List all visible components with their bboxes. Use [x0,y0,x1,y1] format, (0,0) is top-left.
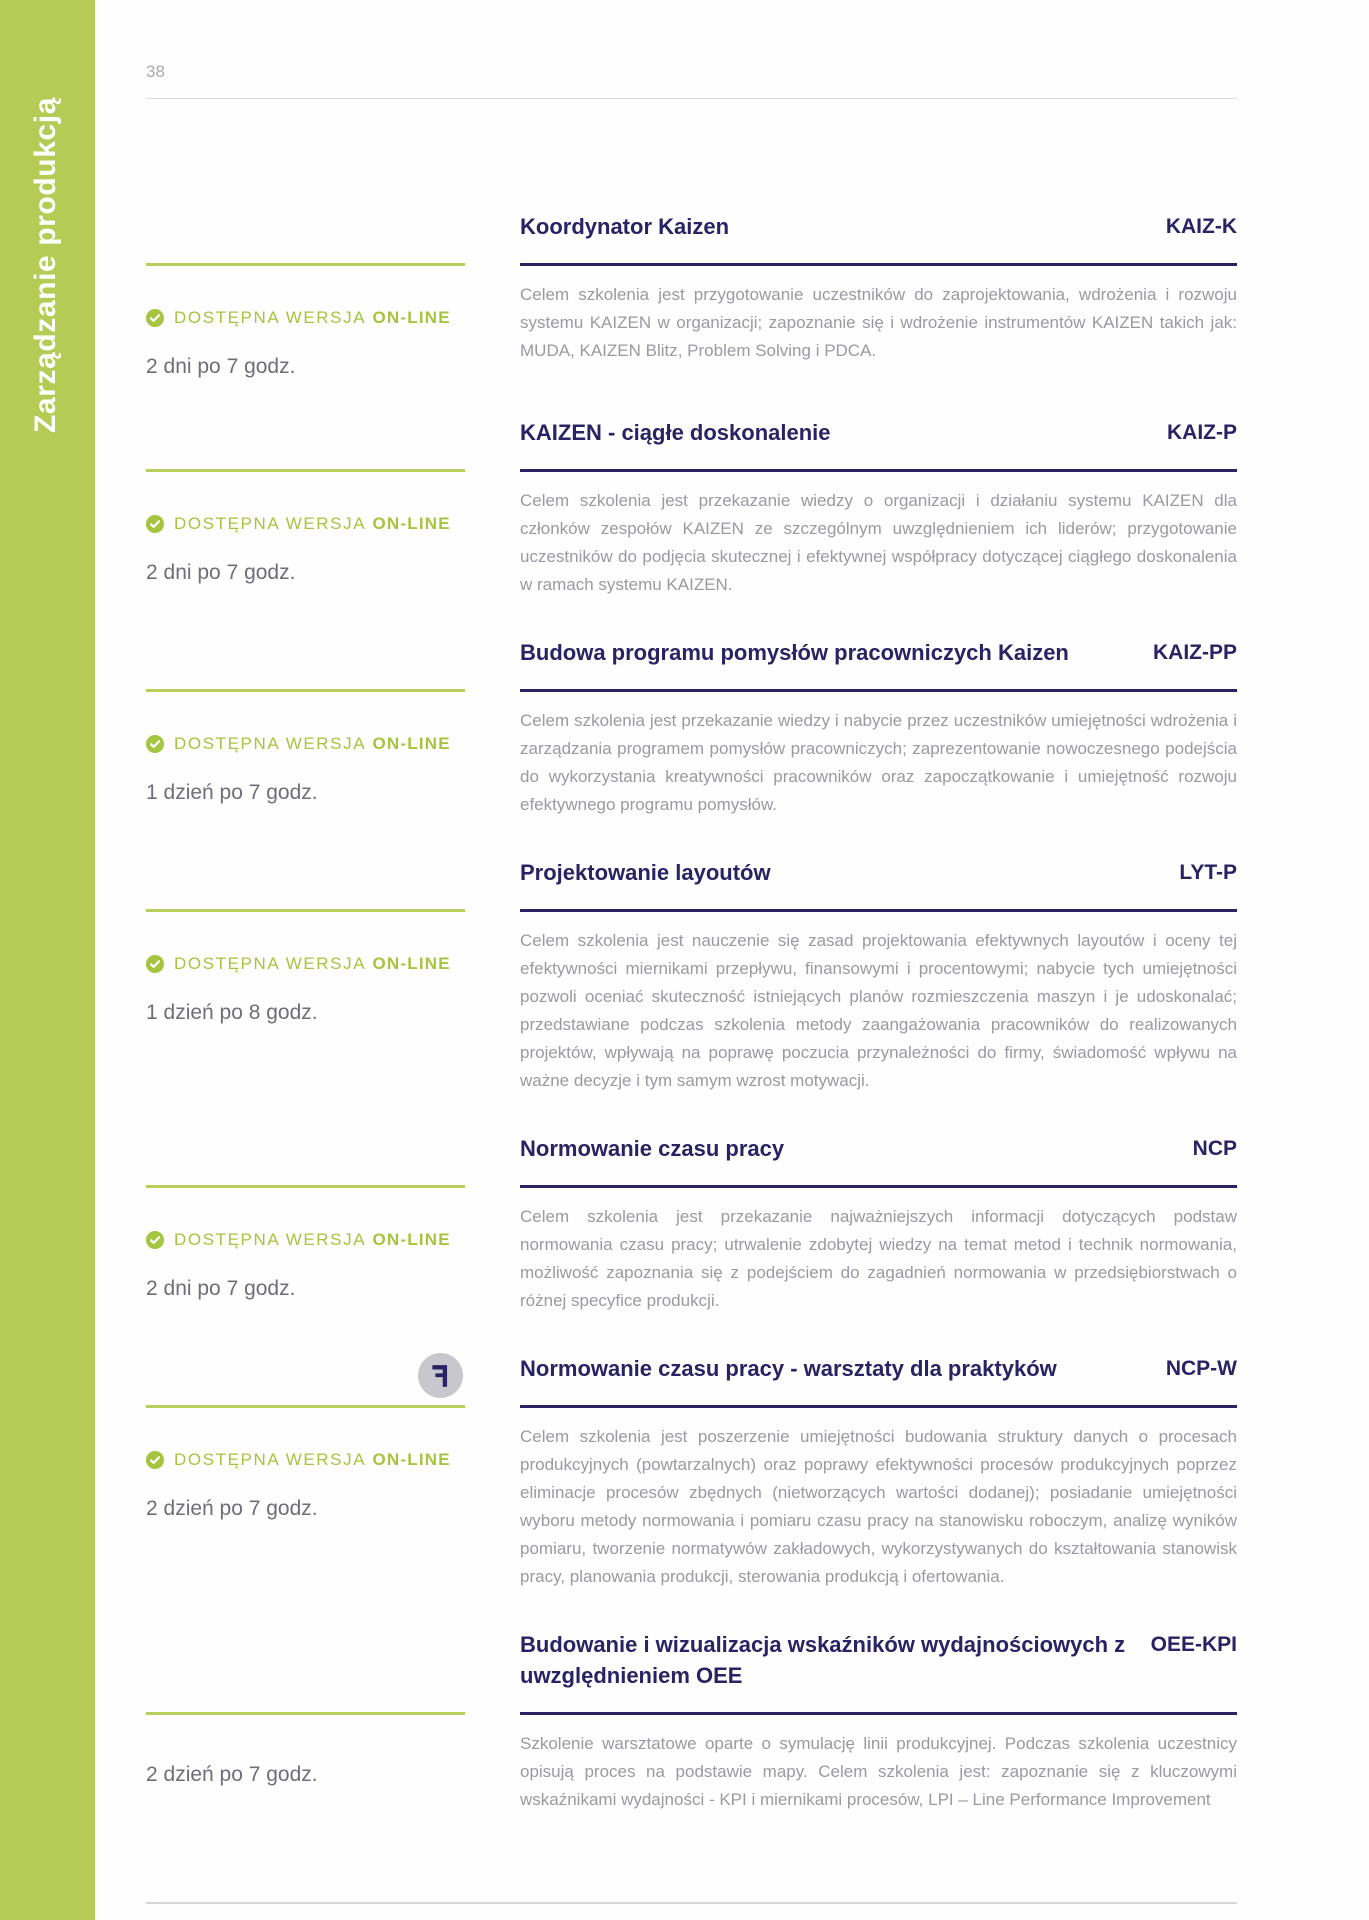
check-circle-icon [146,735,164,753]
course-meta [146,1712,465,1814]
course-description: Celem szkolenia jest nauczenie się zasad projektowania efektywnych layoutów i oceny tej efektywności miernikami przepływu, finansowymi i procentowymi; nabycie tych umiejętności pozwoli oceniać skuteczność istniejących planów rozmieszczenia maszyn i je udoskonalać; przedstawiane podczas szkolenia metody zaangażowania pracowników do realizowanych projektów, wpływają na poprawę poczucia przynależności do firmy, świadomość wpływu na ważne decyzje i tym samym wzrost motywacji. [520,931,1237,1090]
online-label: ON-LINE [372,1230,451,1249]
course-code: NCP-W [1165,1357,1237,1380]
course-title: Koordynator Kaizen [520,214,730,239]
course-body [520,909,1237,1095]
course-code: OEE-KPI [1150,1633,1237,1656]
course-body [520,1185,1237,1315]
check-circle-icon [146,1451,164,1469]
course-sections [146,211,1237,1814]
course-section [146,211,1237,379]
availability-rule [146,909,465,912]
course-body [520,689,1237,819]
course-section [146,637,1237,819]
availability-rule [146,1185,465,1188]
online-badge-label [174,308,451,328]
available-version-label: DOSTĘPNA WERSJA [174,734,367,753]
course-meta [146,689,465,819]
online-badge-label [174,954,451,974]
online-badge [146,514,465,534]
availability-rule [146,1405,465,1408]
course-code: NCP [1192,1137,1237,1160]
online-badge [146,734,465,754]
online-label: ON-LINE [372,954,451,973]
online-label: ON-LINE [372,514,451,533]
check-circle-icon [146,1231,164,1249]
title-underline [520,909,1237,912]
course-meta [146,1405,465,1591]
course-section [146,1629,1237,1814]
footer-divider [146,1902,1237,1904]
online-badge [146,308,465,328]
course-title: Budowanie i wizualizacja wskaźników wydajnościowych z uwzględnieniem OEE [520,1632,1126,1688]
online-badge [146,1230,465,1250]
course-code: LYT-P [1179,861,1237,884]
course-meta [146,1185,465,1315]
course-code: KAIZ-P [1167,421,1237,444]
course-duration: 2 dzień po 7 godz. [146,1763,318,1786]
course-title: Projektowanie layoutów [520,860,771,885]
available-version-label: DOSTĘPNA WERSJA [174,954,367,973]
available-version-label: DOSTĘPNA WERSJA [174,1450,367,1469]
online-badge-label [174,1230,451,1250]
course-section [146,417,1237,599]
course-title: KAIZEN - ciągłe doskonalenie [520,420,831,445]
availability-rule [146,689,465,692]
course-title: Normowanie czasu pracy [520,1136,785,1161]
available-version-label: DOSTĘPNA WERSJA [174,514,367,533]
course-duration: 2 dzień po 7 godz. [146,1497,318,1520]
check-circle-icon [146,955,164,973]
availability-rule [146,1712,465,1715]
course-title-row [520,417,1237,448]
course-body [520,1405,1237,1591]
online-label: ON-LINE [372,1450,451,1469]
course-meta [146,909,465,1095]
category-label: Zarządzanie produkcją [29,96,62,433]
course-description: Celem szkolenia jest poszerzenie umiejętności budowania struktury danych o procesach produkcyjnych (powtarzalnych) oraz poprawy efektywności procesów produkcyjnych poprzez eliminacje procesów zbędnych (nietworzących wartości dodanej); posiadanie umiejętności wyboru metody normowania i pomiaru czasu pracy na stanowisku roboczym, analizę wyników pomiaru, tworzenie normatywów zakładowych, wykorzystywanych do kształtowania stanowisk pracy, planowania produkcji, sterowania produkcją i ofertowania. [520,1427,1237,1586]
online-badge-label [174,1450,451,1470]
online-badge-label [174,514,451,534]
page-number: 38 [146,62,165,81]
course-code: KAIZ-K [1165,215,1237,238]
course-duration: 2 dni po 7 godz. [146,1277,296,1300]
course-title-row [520,1133,1237,1164]
course-section [146,857,1237,1095]
course-title: Budowa programu pomysłów pracowniczych Kaizen [520,640,1069,665]
course-section [146,1353,1237,1591]
title-underline [520,1185,1237,1188]
course-description: Celem szkolenia jest przygotowanie uczestników do zaprojektowania, wdrożenia i rozwoju systemu KAIZEN w organizacji; zapoznanie się i wdrożenie instrumentów KAIZEN takich jak: MUDA, KAIZEN Blitz, Problem Solving i PDCA. [520,285,1237,360]
online-label: ON-LINE [372,734,451,753]
course-meta [146,263,465,379]
title-underline [520,469,1237,472]
caliper-icon [418,1353,463,1398]
course-title-row [520,1629,1237,1691]
check-circle-icon [146,515,164,533]
course-duration: 1 dzień po 7 godz. [146,781,318,804]
course-section [146,1133,1237,1315]
available-version-label: DOSTĘPNA WERSJA [174,308,367,327]
course-duration: 1 dzień po 8 godz. [146,1001,318,1024]
online-badge-label [174,734,451,754]
course-title-row [520,1353,1237,1384]
course-description: Celem szkolenia jest przekazanie wiedzy o organizacji i działaniu systemu KAIZEN dla członków zespołów KAIZEN ze szczególnym uwzględnieniem ich liderów; przygotowanie uczestników do podjęcia skutecznej i efektywnej współpracy dotyczącej ciągłego doskonalenia w ramach systemu KAIZEN. [520,491,1237,594]
title-underline [520,263,1237,266]
course-duration: 2 dni po 7 godz. [146,355,296,378]
course-description: Szkolenie warsztatowe oparte o symulację linii produkcyjnej. Podczas szkolenia uczestnicy opisują proces na podstawie mapy. Celem szkolenia jest: zapoznanie się z kluczowymi wskaźnikami wydajności - KPI i miernikami procesów, LPI – Line Performance Improvement [520,1734,1237,1809]
online-label: ON-LINE [372,308,451,327]
title-underline [520,689,1237,692]
course-title-row [520,637,1237,668]
availability-rule [146,263,465,266]
title-underline [520,1712,1237,1715]
course-title-row [520,857,1237,888]
check-circle-icon [146,309,164,327]
course-duration: 2 dni po 7 godz. [146,561,296,584]
course-description: Celem szkolenia jest przekazanie najważniejszych informacji dotyczących podstaw normowania czasu pracy; utrwalenie zdobytej wiedzy na temat metod i technik normowania, możliwość zapoznania się z podejściem do zagadnień normowania w przedsiębiorstwach o różnej specyfice produkcji. [520,1207,1237,1310]
header-divider [146,98,1237,99]
title-underline [520,1405,1237,1408]
course-code: KAIZ-PP [1153,641,1237,664]
available-version-label: DOSTĘPNA WERSJA [174,1230,367,1249]
course-body [520,1712,1237,1814]
availability-rule [146,469,465,472]
course-description: Celem szkolenia jest przekazanie wiedzy i nabycie przez uczestników umiejętności wdrożenia i zarządzania programem pomysłów pracowniczych; zaprezentowanie nowoczesnego podejścia do wykorzystania kreatywności pracowników oraz zapoczątkowanie i umiejętność rozwoju efektywnego programu pomysłów. [520,711,1237,814]
page-content [146,62,1237,1852]
online-badge [146,1450,465,1470]
category-sidebar [0,0,95,1920]
course-body [520,263,1237,379]
course-title: Normowanie czasu pracy - warsztaty dla praktyków [520,1356,1057,1381]
course-meta [146,469,465,599]
online-badge [146,954,465,974]
course-title-row [520,211,1237,242]
course-body [520,469,1237,599]
